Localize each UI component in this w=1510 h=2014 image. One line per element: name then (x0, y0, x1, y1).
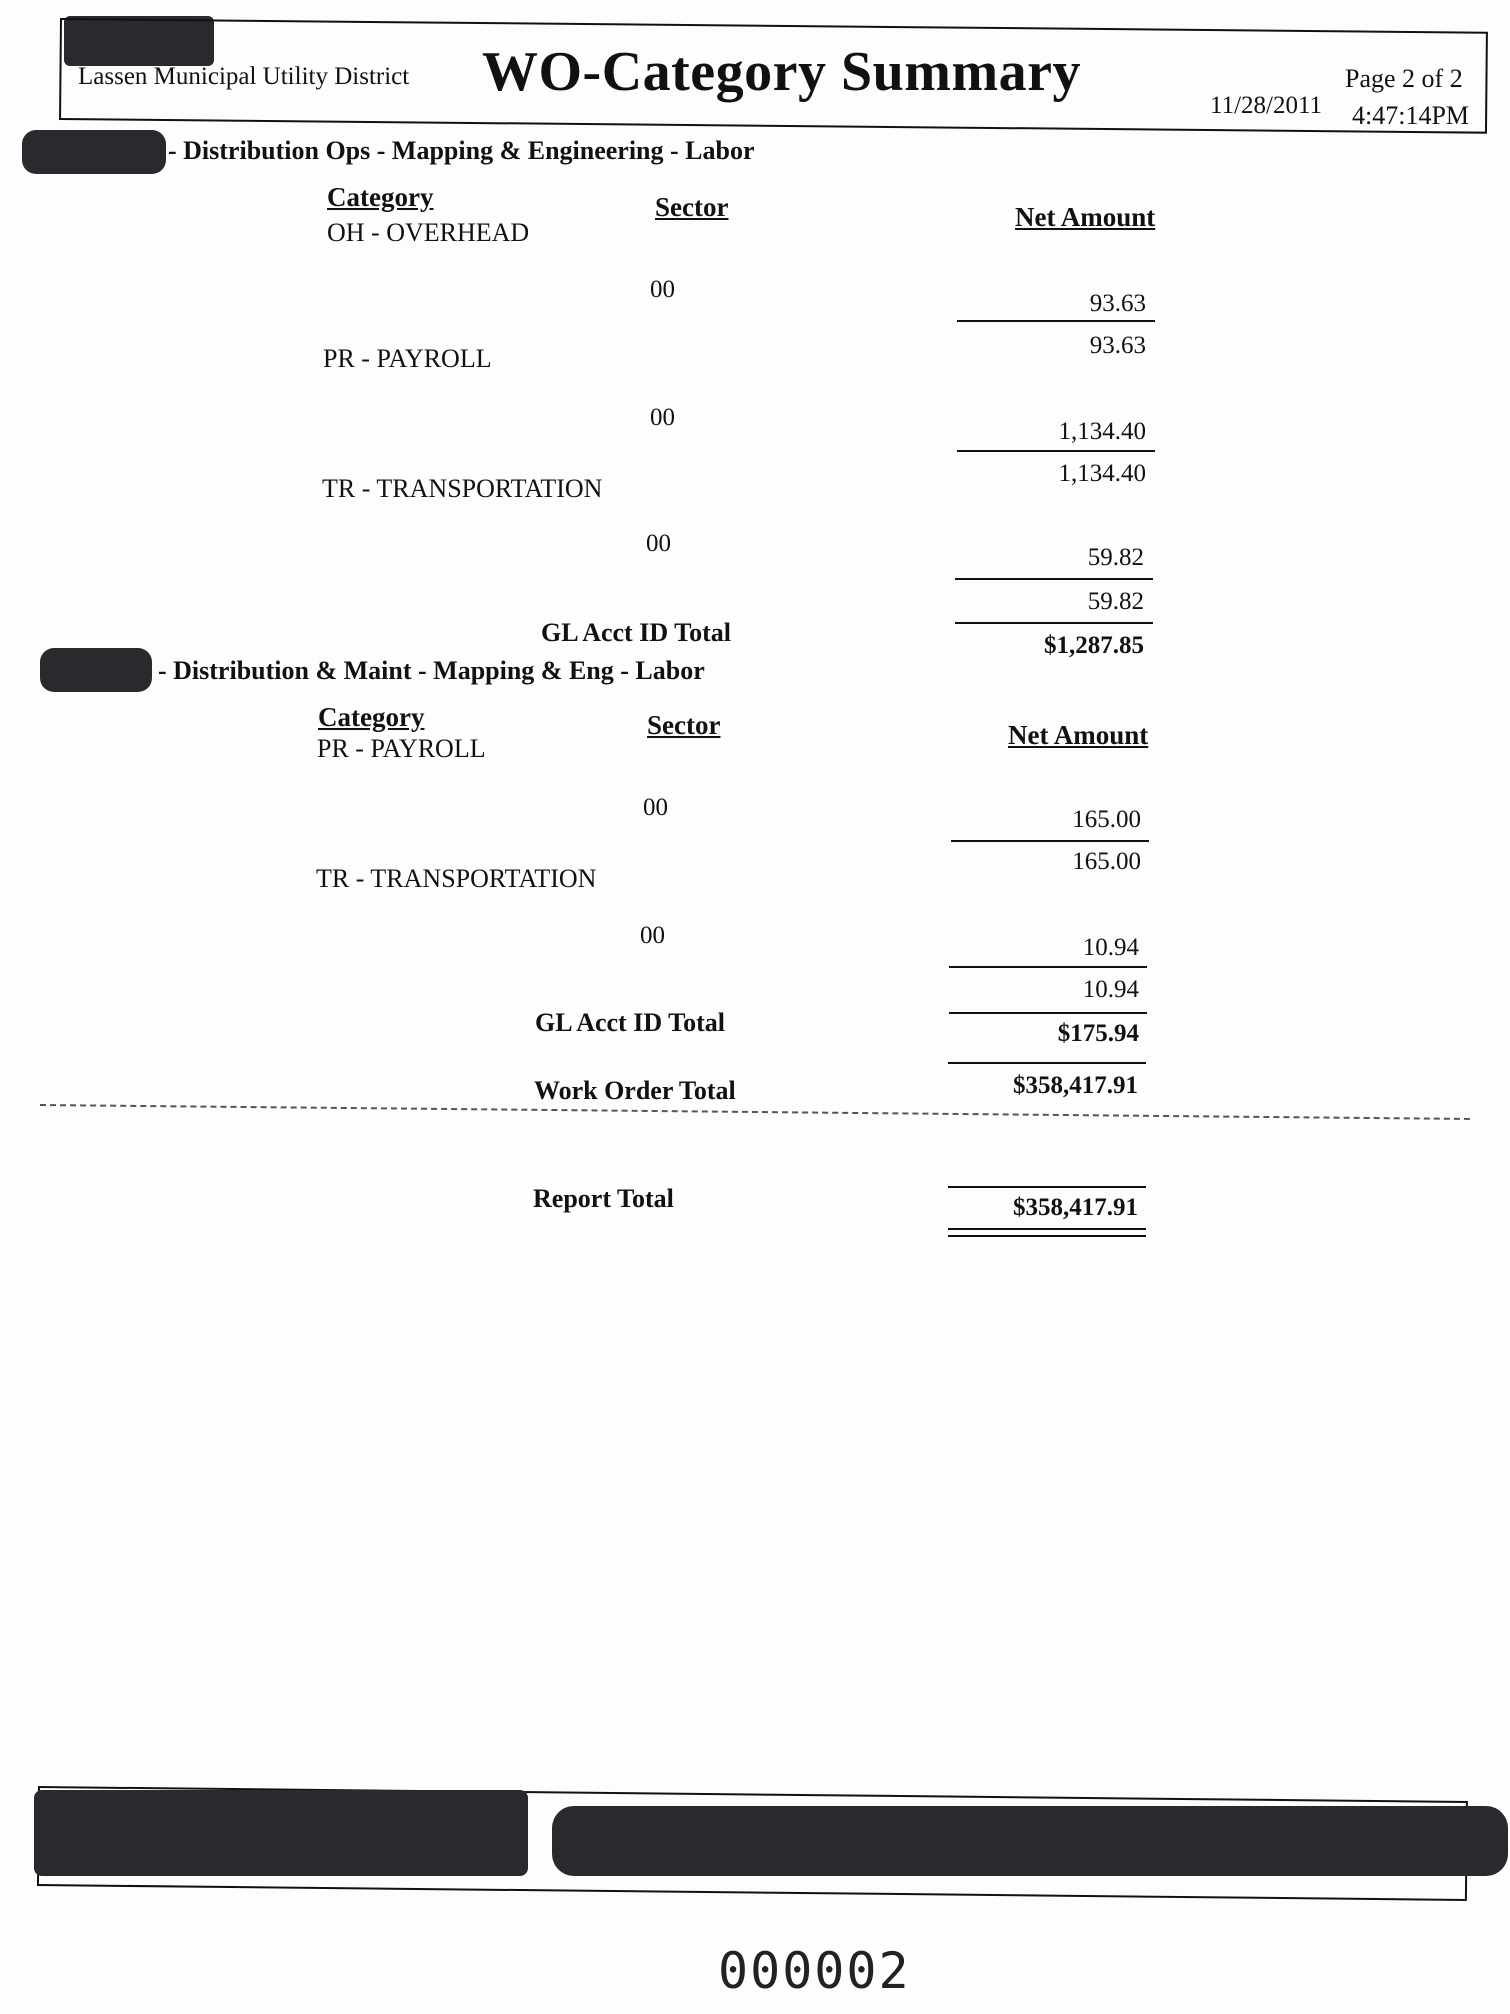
redaction-footer-right (552, 1806, 1508, 1876)
redaction-account-id-2 (40, 648, 152, 692)
total-rule (948, 1062, 1146, 1064)
net-amount: 93.63 (1089, 290, 1146, 317)
subtotal-rule (951, 840, 1149, 842)
subtotal-rule (955, 578, 1153, 580)
category-name: PR - PAYROLL (317, 734, 486, 763)
organization-name: Lassen Municipal Utility District (78, 63, 410, 90)
category-subtotal: 165.00 (1072, 848, 1141, 875)
document-number: 000002 (718, 1942, 911, 2000)
work-order-total: $358,417.91 (1013, 1072, 1138, 1099)
double-rule (948, 1235, 1146, 1237)
category-subtotal: 93.63 (1089, 332, 1146, 359)
report-total-label: Report Total (533, 1184, 674, 1213)
column-header-category: Category (318, 702, 425, 732)
page-number: Page 2 of 2 (1345, 64, 1463, 93)
dashed-separator (40, 1104, 1470, 1120)
subtotal-rule (949, 966, 1147, 968)
redaction-footer-left (34, 1790, 528, 1876)
sector-value: 00 (640, 922, 665, 949)
column-header-net-amount: Net Amount (1008, 720, 1149, 750)
category-name: TR - TRANSPORTATION (322, 474, 603, 503)
gl-acct-total: $175.94 (1057, 1020, 1139, 1047)
report-total: $358,417.91 (1013, 1194, 1138, 1221)
sector-value: 00 (646, 530, 671, 557)
total-rule (948, 1186, 1146, 1188)
category-subtotal: 10.94 (1082, 976, 1139, 1003)
sector-value: 00 (650, 404, 675, 431)
report-title: WO-Category Summary (482, 41, 1081, 103)
category-subtotal: 1,134.40 (1058, 460, 1146, 487)
column-header-sector: Sector (655, 192, 729, 222)
net-amount: 59.82 (1087, 544, 1144, 571)
subtotal-rule (957, 320, 1155, 322)
column-header-category: Category (327, 182, 434, 212)
column-header-sector: Sector (647, 710, 721, 740)
subtotal-rule (957, 450, 1155, 452)
report-time: 4:47:14PM (1352, 101, 1470, 130)
work-order-total-label: Work Order Total (534, 1076, 736, 1105)
report-date: 11/28/2011 (1210, 92, 1323, 119)
gl-acct-total: $1,287.85 (1044, 632, 1144, 659)
category-name: TR - TRANSPORTATION (316, 864, 597, 893)
column-header-net-amount: Net Amount (1015, 202, 1156, 232)
total-rule (955, 622, 1153, 624)
net-amount: 165.00 (1072, 806, 1141, 833)
double-rule (948, 1228, 1146, 1230)
net-amount: 10.94 (1082, 934, 1139, 961)
section-title: - Distribution Ops - Mapping & Engineering - Labor (168, 136, 755, 165)
redaction-account-id-1 (22, 130, 166, 174)
category-subtotal: 59.82 (1087, 588, 1144, 615)
net-amount: 1,134.40 (1058, 418, 1146, 445)
gl-acct-total-label: GL Acct ID Total (535, 1008, 725, 1037)
section-title: - Distribution & Maint - Mapping & Eng - Labor (158, 656, 705, 685)
category-name: PR - PAYROLL (323, 344, 492, 373)
sector-value: 00 (643, 794, 668, 821)
sector-value: 00 (650, 276, 675, 303)
category-name: OH - OVERHEAD (327, 218, 530, 247)
total-rule (949, 1012, 1147, 1014)
gl-acct-total-label: GL Acct ID Total (541, 618, 731, 647)
